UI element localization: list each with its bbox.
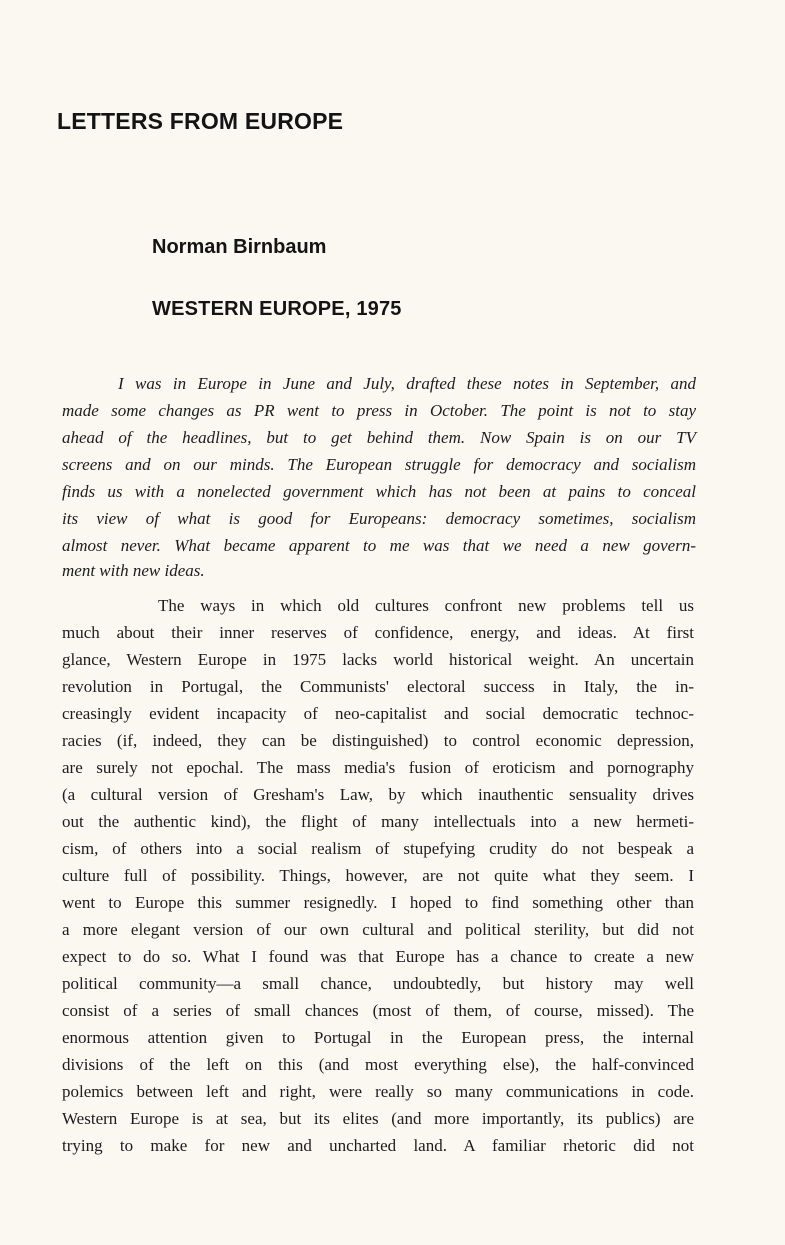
body-line: (a cultural version of Gresham's Law, by which inauthentic sensuality drives [62,785,694,804]
intro-line: ahead of the headlines, but to get behind them. Now Spain is on our TV [62,428,696,447]
body-line: revolution in Portugal, the Communists' electoral success in Italy, the in- [62,677,694,696]
intro-line: I was in Europe in June and July, drafted these notes in September, and [118,374,696,393]
article-title: WESTERN EUROPE, 1975 [152,298,402,320]
section-title: LETTERS FROM EUROPE [57,108,344,134]
body-line: expect to do so. What I found was that Europe has a chance to create a new [62,947,694,966]
body-line: enormous attention given to Portugal in the European press, the internal [62,1028,694,1047]
body-line: glance, Western Europe in 1975 lacks world historical weight. An uncertain [62,650,694,669]
intro-line: finds us with a nonelected government which has not been at pains to conceal [62,482,696,501]
body-line: divisions of the left on this (and most everything else), the half-convinced [62,1055,694,1074]
body-line: racies (if, indeed, they can be distinguished) to control economic depression, [62,731,694,750]
body-line: went to Europe this summer resignedly. I hoped to find something other than [62,893,694,912]
body-line: trying to make for new and uncharted land. A familiar rhetoric did not [62,1136,694,1155]
body-line: much about their inner reserves of confidence, energy, and ideas. At first [62,623,694,642]
body-line: polemics between left and right, were really so many communications in code. [62,1082,694,1101]
body-line: political community—a small chance, undoubtedly, but history may well [62,974,694,993]
body-line: cism, of others into a social realism of stupefying crudity do not bespeak a [62,839,694,858]
body-line: creasingly evident incapacity of neo-capitalist and social democratic technoc- [62,704,694,723]
body-line: are surely not epochal. The mass media's fusion of eroticism and pornography [62,758,694,777]
intro-line: its view of what is good for Europeans: democracy sometimes, socialism [62,509,696,528]
intro-line: almost never. What became apparent to me was that we need a new govern- [62,536,696,555]
body-line: Western Europe is at sea, but its elites (and more importantly, its publics) are [62,1109,694,1128]
body-line: consist of a series of small chances (most of them, of course, missed). The [62,1001,694,1020]
body-line: out the authentic kind), the flight of many intellectuals into a new hermeti- [62,812,694,831]
intro-line: ment with new ideas. [62,561,205,580]
author-name: Norman Birnbaum [152,236,327,258]
body-line: culture full of possibility. Things, however, are not quite what they seem. I [62,866,694,885]
body-line: The ways in which old cultures confront new problems tell us [158,596,694,615]
intro-line: screens and on our minds. The European struggle for democracy and socialism [62,455,696,474]
body-line: a more elegant version of our own cultural and political sterility, but did not [62,920,694,939]
intro-line: made some changes as PR went to press in October. The point is not to stay [62,401,696,420]
